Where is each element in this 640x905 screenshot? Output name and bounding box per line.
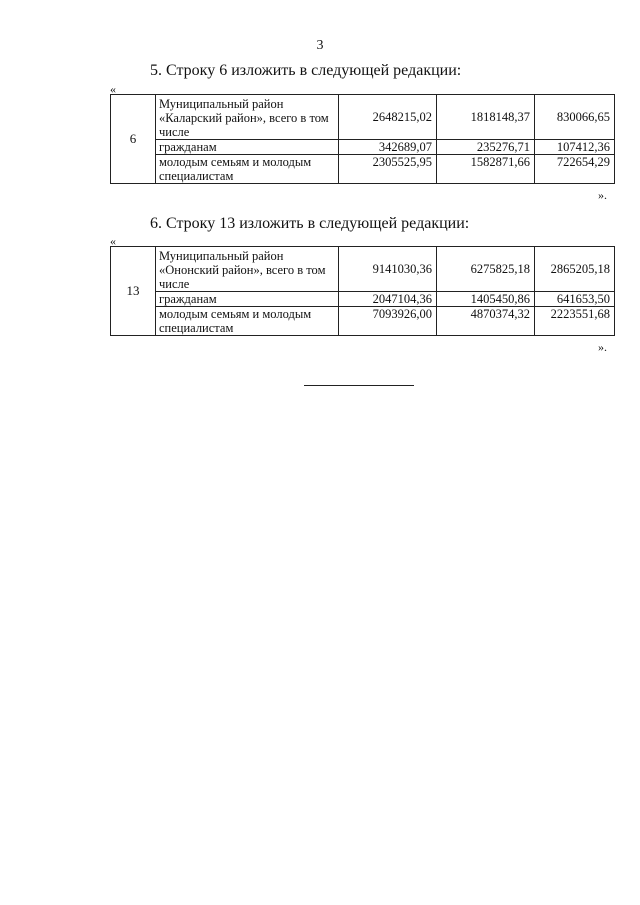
- end-divider: [304, 385, 414, 386]
- amendment-heading-1: 5. Строку 6 изложить в следующей редакции:: [150, 62, 462, 79]
- table-row: [111, 95, 615, 140]
- amendment-table-2: [110, 246, 615, 336]
- row-name-cell: молодым семьям и молодым специалистам: [156, 307, 339, 336]
- value-cell: 1405450,86: [437, 292, 535, 307]
- value-cell: 1818148,37: [437, 95, 535, 140]
- opening-quote-1: «: [110, 82, 116, 96]
- row-name-cell: гражданам: [156, 140, 339, 155]
- amendment-heading-2: 6. Строку 13 изложить в следующей редакции:: [150, 215, 470, 232]
- closing-quote-2: ».: [598, 340, 607, 354]
- value-cell: 4870374,32: [437, 307, 535, 336]
- amendment-table-1: [110, 94, 615, 184]
- value-cell: 722654,29: [535, 155, 615, 184]
- table-row: [111, 247, 615, 292]
- value-cell: 641653,50: [535, 292, 615, 307]
- row-number-cell: 6: [111, 95, 156, 184]
- value-cell: 9141030,36: [339, 247, 437, 292]
- table-row: [111, 140, 615, 155]
- value-cell: 2047104,36: [339, 292, 437, 307]
- table-row: [111, 292, 615, 307]
- value-cell: 2648215,02: [339, 95, 437, 140]
- value-cell: 1582871,66: [437, 155, 535, 184]
- value-cell: 235276,71: [437, 140, 535, 155]
- row-name-cell: молодым семьям и молодым специалистам: [156, 155, 339, 184]
- value-cell: 107412,36: [535, 140, 615, 155]
- row-name-cell: Муниципальный район «Каларский район», всего в том числе: [156, 95, 339, 140]
- table-row: [111, 155, 615, 184]
- value-cell: 2305525,95: [339, 155, 437, 184]
- opening-quote-2: «: [110, 234, 116, 248]
- row-name-cell: Муниципальный район «Ононский район», всего в том числе: [156, 247, 339, 292]
- row-name-cell: гражданам: [156, 292, 339, 307]
- page-number: 3: [316, 38, 324, 53]
- closing-quote-1: ».: [598, 188, 607, 202]
- value-cell: 2865205,18: [535, 247, 615, 292]
- value-cell: 6275825,18: [437, 247, 535, 292]
- value-cell: 830066,65: [535, 95, 615, 140]
- table-row: [111, 307, 615, 336]
- row-number-cell: 13: [111, 247, 156, 336]
- value-cell: 342689,07: [339, 140, 437, 155]
- value-cell: 7093926,00: [339, 307, 437, 336]
- value-cell: 2223551,68: [535, 307, 615, 336]
